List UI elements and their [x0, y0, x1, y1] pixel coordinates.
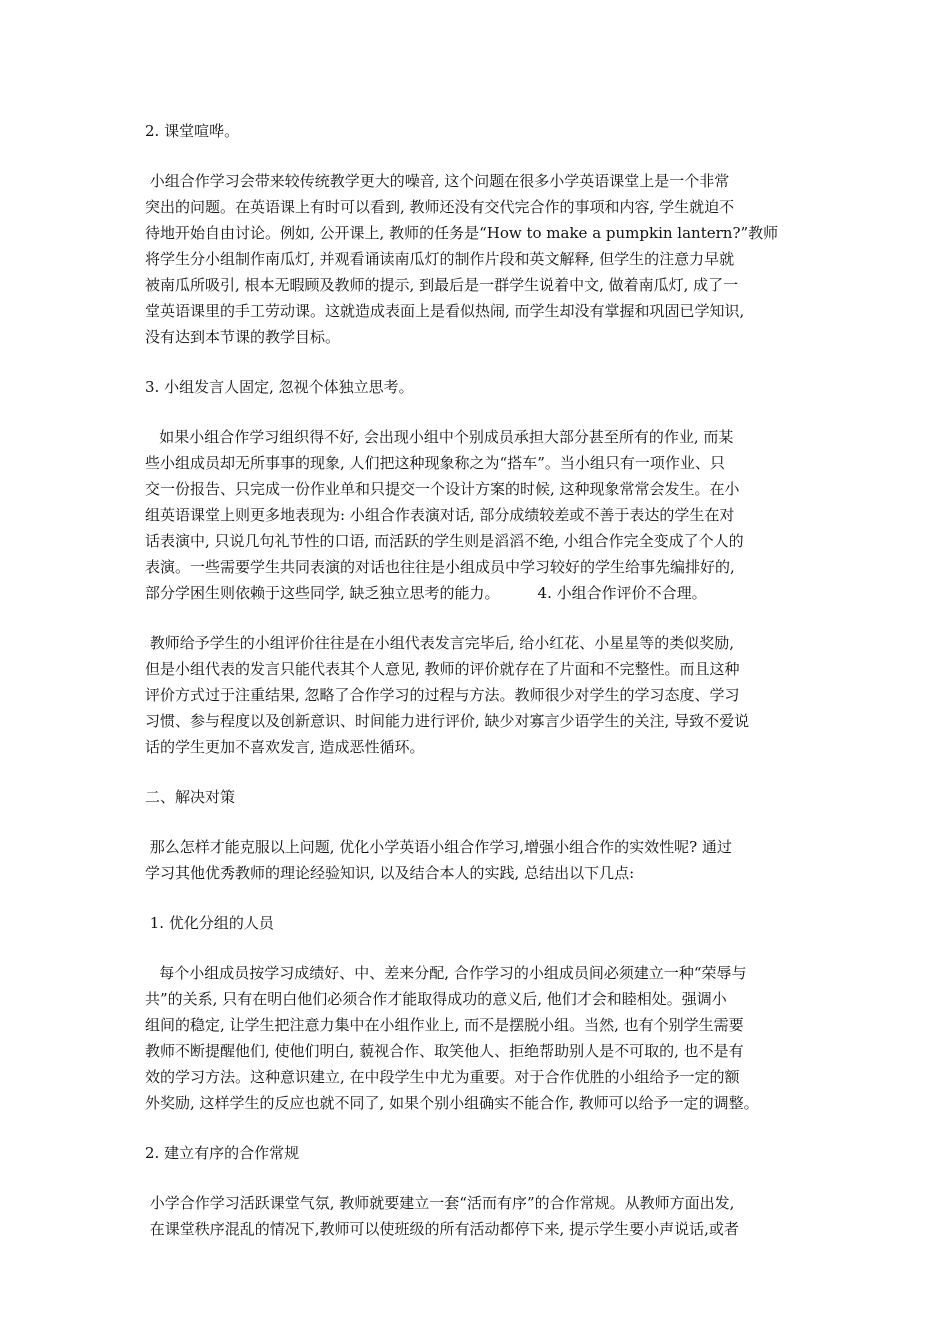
paragraph-gap	[145, 1116, 811, 1140]
text-line	[145, 580, 811, 606]
paragraph-gap	[145, 886, 811, 910]
document-page	[145, 118, 811, 1242]
text-line: 习惯、参与程度以及创新意识、时间能力进行评价, 缺少对寡言少语学生的关注, 导致不爱说	[145, 712, 750, 730]
paragraph-gap	[145, 350, 811, 374]
text-line: 3. 小组发言人固定, 忽视个体独立思考。	[145, 378, 414, 396]
text-line: 但是小组代表的发言只能代表其个人意见, 教师的评价就存在了片面和不完整性。而且这种	[145, 660, 740, 678]
text-line: 教师给予学生的小组评价往往是在小组代表发言完毕后, 给小红花、小星星等的类似奖励,	[145, 634, 735, 652]
text-line: 共”的关系, 只有在明白他们必须合作才能取得成功的意义后, 他们才会和睦相处。强调小	[145, 990, 727, 1008]
text-line: 二、解决对策	[145, 788, 236, 806]
text-line: 每个小组成员按学习成绩好、中、差来分配, 合作学习的小组成员间必须建立一种“荣辱与	[145, 964, 747, 982]
text-line: 如果小组合作学习组织得不好, 会出现小组中个别成员承担大部分甚至所有的作业, 而某	[145, 428, 734, 446]
text-line: 被南瓜所吸引, 根本无暇顾及教师的提示, 到最后是一群学生说着中文, 做着南瓜灯, 成了一	[145, 276, 739, 294]
text-line: 没有达到本节课的教学目标。	[145, 328, 341, 346]
text-line: 那么怎样才能克服以上问题, 优化小学英语小组合作学习,增强小组合作的实效性呢? 通过	[145, 838, 732, 856]
text-line: 交一份报告、只完成一份作业单和只提交一个设计方案的时候, 这种现象常常会发生。在小	[145, 480, 740, 498]
paragraph-gap	[145, 1166, 811, 1190]
text-line: 小学合作学习活跃课堂气氛, 教师就要建立一套“活而有序”的合作常规。从教师方面出发,	[145, 1194, 735, 1212]
section-heading	[145, 1140, 811, 1166]
text-line: 堂英语课里的手工劳动课。这就造成表面上是看似热闹, 而学生却没有掌握和巩固已学知识,	[145, 302, 745, 320]
text-line: 评价方式过于注重结果, 忽略了合作学习的过程与方法。教师很少对学生的学习态度、学习	[145, 686, 740, 704]
text-line: 突出的问题。在英语课上有时可以看到, 教师还没有交代完合作的事项和内容, 学生就迫不	[145, 198, 735, 216]
paragraph	[145, 1190, 811, 1242]
text-line: 组间的稳定, 让学生把注意力集中在小组作业上, 而不是摆脱小组。当然, 也有个别学生需要	[145, 1016, 744, 1034]
text-line: 将学生分小组制作南瓜灯, 并观看诵读南瓜灯的制作片段和英文解释, 但学生的注意力早就	[145, 250, 735, 268]
text-line: 外奖励, 这样学生的反应也就不同了, 如果个别小组确实不能合作, 教师可以给予一定的调整。	[145, 1094, 759, 1112]
section-heading	[145, 374, 811, 400]
text-line: 教师不断提醒他们, 使他们明白, 藐视合作、取笑他人、拒绝帮助别人是不可取的, 也不是有	[145, 1042, 744, 1060]
paragraph-gap	[145, 810, 811, 834]
text-line: 话的学生更加不喜欢发言, 造成恶性循环。	[145, 738, 425, 756]
section-heading-inline: 4. 小组合作评价不合理。	[537, 584, 707, 602]
text-line: 组英语课堂上则更多地表现为: 小组合作表演对话, 部分成绩较差或不善于表达的学生在对	[145, 506, 735, 524]
text-line: 表演。一些需要学生共同表演的对话也往往是小组成员中学习较好的学生给事先编排好的,	[145, 558, 735, 576]
section-heading	[145, 118, 811, 144]
text-line: 1. 优化分组的人员	[145, 914, 274, 932]
section-heading	[145, 910, 811, 936]
text-line: 2. 课堂喧哗。	[145, 122, 240, 140]
paragraph-gap	[145, 144, 811, 168]
text-line: 学习其他优秀教师的理论经验知识, 以及结合本人的实践, 总结出以下几点:	[145, 864, 635, 882]
text-line: 些小组成员却无所事事的现象, 人们把这种现象称之为“搭车”。当小组只有一项作业、只	[145, 454, 725, 472]
text-line: 效的学习方法。这种意识建立, 在中段学生中尤为重要。对于合作优胜的小组给予一定的额	[145, 1068, 740, 1086]
section-heading	[145, 784, 811, 810]
text-line: 2. 建立有序的合作常规	[145, 1144, 300, 1162]
paragraph-gap	[145, 760, 811, 784]
paragraph	[145, 424, 811, 606]
paragraph	[145, 168, 811, 350]
paragraph-last-line: 部分学困生则依赖于这些同学, 缺乏独立思考的能力。	[145, 584, 500, 602]
paragraph-gap	[145, 936, 811, 960]
text-line: 小组合作学习会带来较传统教学更大的噪音, 这个问题在很多小学英语课堂上是一个非常	[145, 172, 730, 190]
text-line: 话表演中, 只说几句礼节性的口语, 而活跃的学生则是滔滔不绝, 小组合作完全变成了个人的	[145, 532, 744, 550]
paragraph-gap	[145, 606, 811, 630]
paragraph	[145, 960, 811, 1116]
text-line: 在课堂秩序混乱的情况下,教师可以使班级的所有活动都停下来, 提示学生要小声说话,或者	[145, 1220, 739, 1238]
paragraph-gap	[145, 400, 811, 424]
text-line: 待地开始自由讨论。例如, 公开课上, 教师的任务是“How to make a pumpkin lantern?”教师	[145, 224, 779, 242]
paragraph	[145, 834, 811, 886]
paragraph	[145, 630, 811, 760]
